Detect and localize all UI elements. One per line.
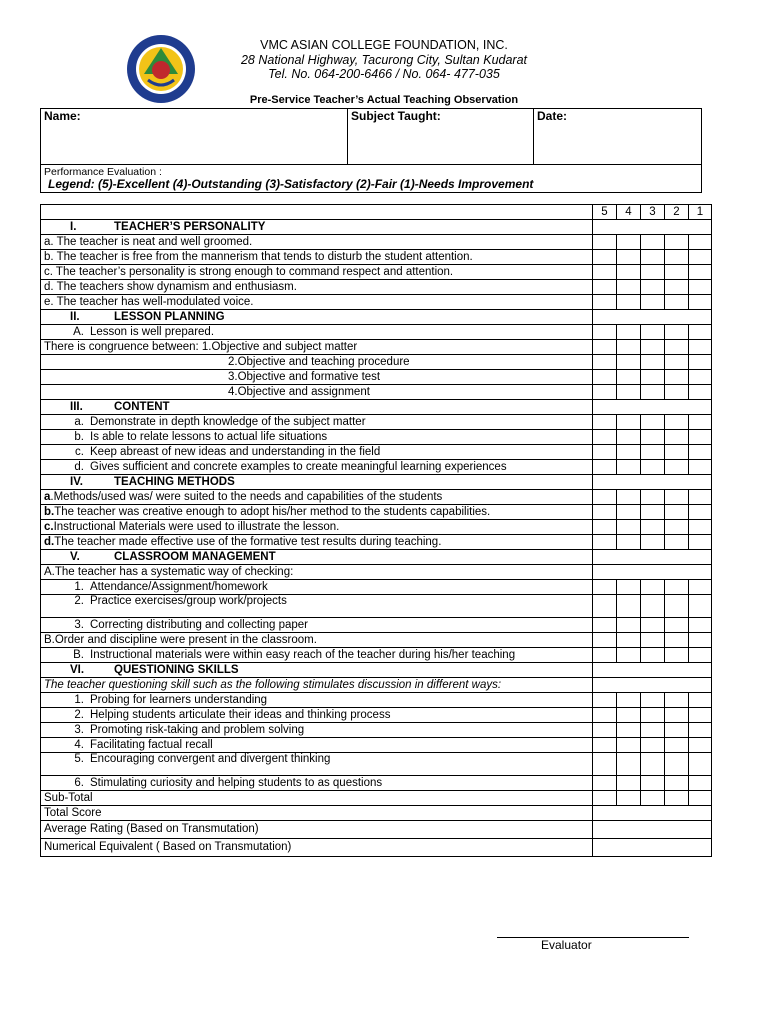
table-row xyxy=(41,738,712,753)
rating-cell[interactable] xyxy=(617,355,641,370)
rating-cell[interactable] xyxy=(593,340,617,355)
section-merged-cell xyxy=(593,663,712,678)
name-label: Name: xyxy=(44,109,81,123)
item-label: 3. Correcting distributing and collecting paper xyxy=(41,618,593,633)
rating-cell[interactable] xyxy=(665,235,689,250)
signature-line[interactable] xyxy=(497,937,689,938)
rating-5-header: 5 xyxy=(593,205,617,220)
rating-cell[interactable] xyxy=(641,723,665,738)
rating-cell[interactable] xyxy=(665,753,689,776)
rating-cell[interactable] xyxy=(689,580,712,595)
rating-cell[interactable] xyxy=(593,580,617,595)
table-row xyxy=(41,235,712,250)
rating-cell[interactable] xyxy=(689,295,712,310)
rating-cell[interactable] xyxy=(617,595,641,618)
item-label: 4. Facilitating factual recall xyxy=(41,738,593,753)
total-value-cell[interactable] xyxy=(593,806,712,821)
name-field[interactable] xyxy=(41,109,348,165)
evaluator-label: Evaluator xyxy=(541,938,592,952)
rating-cell[interactable] xyxy=(641,340,665,355)
rating-cell[interactable] xyxy=(617,791,641,806)
table-row xyxy=(41,723,712,738)
item-label: d.The teacher made effective use of the formative test results during teaching. xyxy=(41,535,593,550)
rating-1-header: 1 xyxy=(689,205,712,220)
table-row xyxy=(41,460,712,475)
table-row xyxy=(41,565,712,580)
rating-cell[interactable] xyxy=(665,505,689,520)
merged-rating-cell xyxy=(593,565,712,580)
rating-cell[interactable] xyxy=(665,370,689,385)
rating-cell[interactable] xyxy=(689,738,712,753)
item-label: A. Lesson is well prepared. xyxy=(41,325,593,340)
rating-cell[interactable] xyxy=(641,490,665,505)
rating-cell[interactable] xyxy=(689,460,712,475)
rating-cell[interactable] xyxy=(641,430,665,445)
item-label: 3.Objective and formative test xyxy=(41,370,593,385)
rating-legend: Legend: (5)-Excellent (4)-Outstanding (3)-Satisfactory (2)-Fair (1)-Needs Improvement xyxy=(48,177,534,191)
rating-cell[interactable] xyxy=(641,415,665,430)
item-label: e. The teacher has well-modulated voice. xyxy=(41,295,593,310)
rating-cell[interactable] xyxy=(689,340,712,355)
table-row xyxy=(41,265,712,280)
rating-cell[interactable] xyxy=(617,370,641,385)
table-row xyxy=(41,385,712,400)
rating-cell[interactable] xyxy=(593,776,617,791)
rating-cell[interactable] xyxy=(617,776,641,791)
section-4-heading: IV. TEACHING METHODS xyxy=(41,475,593,490)
item-label: b. Is able to relate lessons to actual life situations xyxy=(41,430,593,445)
table-row xyxy=(41,355,712,370)
table-row xyxy=(41,693,712,708)
rating-cell[interactable] xyxy=(641,753,665,776)
rating-cell[interactable] xyxy=(593,325,617,340)
rating-cell[interactable] xyxy=(689,355,712,370)
subtotal-label: Sub-Total xyxy=(41,791,593,806)
table-row xyxy=(41,595,712,618)
rating-cell[interactable] xyxy=(641,776,665,791)
item-label: B. Instructional materials were within easy reach of the teacher during his/her teaching xyxy=(41,648,593,663)
rating-header-row xyxy=(41,205,712,220)
rating-cell[interactable] xyxy=(689,505,712,520)
rating-cell[interactable] xyxy=(641,355,665,370)
rating-cell[interactable] xyxy=(665,355,689,370)
section-1-heading: I. TEACHER’S PERSONALITY xyxy=(41,220,593,235)
rating-cell[interactable] xyxy=(593,385,617,400)
rating-cell[interactable] xyxy=(617,708,641,723)
rating-cell[interactable] xyxy=(665,295,689,310)
numerical-value-cell[interactable] xyxy=(593,839,712,857)
rating-cell[interactable] xyxy=(689,693,712,708)
item-label: d. The teachers show dynamism and enthusiasm. xyxy=(41,280,593,295)
performance-label: Performance Evaluation : xyxy=(44,166,162,178)
rating-cell[interactable] xyxy=(665,430,689,445)
item-label: B.Order and discipline were present in the classroom. xyxy=(41,633,593,648)
rating-cell[interactable] xyxy=(641,295,665,310)
item-label: d. Gives sufficient and concrete examples to create meaningful learning experiences xyxy=(41,460,593,475)
rating-cell[interactable] xyxy=(593,505,617,520)
table-row xyxy=(41,753,712,776)
rating-cell[interactable] xyxy=(641,708,665,723)
rating-cell[interactable] xyxy=(617,738,641,753)
item-label: a.Methods/used was/ were suited to the needs and capabilities of the students xyxy=(41,490,593,505)
subject-label: Subject Taught: xyxy=(351,109,441,123)
rating-4-header: 4 xyxy=(617,205,641,220)
rating-cell[interactable] xyxy=(617,235,641,250)
rating-cell[interactable] xyxy=(641,595,665,618)
section-6-heading: VI. QUESTIONING SKILLS xyxy=(41,663,593,678)
numerical-row xyxy=(41,839,712,857)
average-row xyxy=(41,821,712,839)
rating-cell[interactable] xyxy=(617,430,641,445)
rating-cell[interactable] xyxy=(665,520,689,535)
table-row xyxy=(41,505,712,520)
rating-cell[interactable] xyxy=(593,708,617,723)
rating-cell[interactable] xyxy=(689,490,712,505)
merged-rating-cell xyxy=(593,678,712,693)
table-row xyxy=(41,370,712,385)
total-label: Total Score xyxy=(41,806,593,821)
rating-cell[interactable] xyxy=(641,235,665,250)
rating-cell[interactable] xyxy=(641,385,665,400)
rating-cell[interactable] xyxy=(593,370,617,385)
item-label: 5. Encouraging convergent and divergent thinking xyxy=(41,753,593,776)
table-row xyxy=(41,415,712,430)
rating-cell[interactable] xyxy=(689,415,712,430)
rating-cell[interactable] xyxy=(689,791,712,806)
info-table xyxy=(40,108,702,193)
rating-cell[interactable] xyxy=(641,250,665,265)
rating-cell[interactable] xyxy=(593,693,617,708)
rating-cell[interactable] xyxy=(665,445,689,460)
item-label: 1. Probing for learners understanding xyxy=(41,693,593,708)
rating-cell[interactable] xyxy=(593,235,617,250)
blank-header xyxy=(41,205,593,220)
rating-cell[interactable] xyxy=(689,385,712,400)
rating-cell[interactable] xyxy=(593,460,617,475)
rating-cell[interactable] xyxy=(641,370,665,385)
item-label: 4.Objective and assignment xyxy=(41,385,593,400)
rating-cell[interactable] xyxy=(641,460,665,475)
numerical-label: Numerical Equivalent ( Based on Transmutation) xyxy=(41,839,593,857)
rating-cell[interactable] xyxy=(689,648,712,663)
form-title: Pre-Service Teacher’s Actual Teaching Observation xyxy=(249,94,519,106)
rating-cell[interactable] xyxy=(689,535,712,550)
org-name: VMC ASIAN COLLEGE FOUNDATION, INC. xyxy=(260,38,508,52)
rating-cell[interactable] xyxy=(689,325,712,340)
rating-cell[interactable] xyxy=(665,385,689,400)
rating-cell[interactable] xyxy=(617,265,641,280)
section-3-heading: III. CONTENT xyxy=(41,400,593,415)
evaluation-table xyxy=(40,204,712,857)
rating-cell[interactable] xyxy=(689,753,712,776)
rating-3-header: 3 xyxy=(641,205,665,220)
rating-cell[interactable] xyxy=(665,618,689,633)
rating-cell[interactable] xyxy=(593,295,617,310)
rating-cell[interactable] xyxy=(689,618,712,633)
average-label: Average Rating (Based on Transmutation) xyxy=(41,821,593,839)
rating-cell[interactable] xyxy=(593,595,617,618)
item-label: c.Instructional Materials were used to illustrate the lesson. xyxy=(41,520,593,535)
item-label: 2. Practice exercises/group work/projects xyxy=(41,595,593,618)
rating-cell[interactable] xyxy=(689,520,712,535)
item-label: b. The teacher is free from the mannerism that tends to disturb the student attention. xyxy=(41,250,593,265)
item-label: a. The teacher is neat and well groomed. xyxy=(41,235,593,250)
rating-cell[interactable] xyxy=(617,520,641,535)
rating-cell[interactable] xyxy=(665,648,689,663)
date-field[interactable] xyxy=(534,109,702,165)
rating-cell[interactable] xyxy=(593,355,617,370)
rating-cell[interactable] xyxy=(665,460,689,475)
table-row xyxy=(41,250,712,265)
rating-cell[interactable] xyxy=(665,415,689,430)
rating-cell[interactable] xyxy=(617,753,641,776)
table-row xyxy=(41,280,712,295)
table-row xyxy=(41,618,712,633)
rating-cell[interactable] xyxy=(665,595,689,618)
rating-cell[interactable] xyxy=(689,776,712,791)
average-value-cell[interactable] xyxy=(593,821,712,839)
rating-cell[interactable] xyxy=(641,633,665,648)
rating-cell[interactable] xyxy=(665,340,689,355)
item-label: The teacher questioning skill such as the following stimulates discussion in different ways: xyxy=(41,678,593,693)
rating-cell[interactable] xyxy=(689,370,712,385)
rating-cell[interactable] xyxy=(665,265,689,280)
org-telephone: Tel. No. 064-200-6466 / No. 064- 477-035 xyxy=(268,67,500,81)
rating-cell[interactable] xyxy=(593,490,617,505)
rating-cell[interactable] xyxy=(665,250,689,265)
rating-cell[interactable] xyxy=(593,723,617,738)
rating-cell[interactable] xyxy=(617,723,641,738)
rating-cell[interactable] xyxy=(689,708,712,723)
rating-cell[interactable] xyxy=(641,520,665,535)
section-merged-cell xyxy=(593,220,712,235)
rating-cell[interactable] xyxy=(617,445,641,460)
rating-cell[interactable] xyxy=(665,280,689,295)
rating-cell[interactable] xyxy=(641,535,665,550)
rating-cell[interactable] xyxy=(641,618,665,633)
rating-cell[interactable] xyxy=(593,265,617,280)
section-2-heading: II. LESSON PLANNING xyxy=(41,310,593,325)
item-label: 3. Promoting risk-taking and problem solving xyxy=(41,723,593,738)
section-merged-cell xyxy=(593,400,712,415)
rating-cell[interactable] xyxy=(665,723,689,738)
rating-cell[interactable] xyxy=(593,633,617,648)
rating-cell[interactable] xyxy=(689,250,712,265)
rating-cell[interactable] xyxy=(689,430,712,445)
rating-cell[interactable] xyxy=(617,460,641,475)
rating-cell[interactable] xyxy=(641,693,665,708)
rating-cell[interactable] xyxy=(665,535,689,550)
performance-cell xyxy=(41,165,702,193)
rating-cell[interactable] xyxy=(617,648,641,663)
rating-cell[interactable] xyxy=(665,738,689,753)
table-row xyxy=(41,340,712,355)
rating-cell[interactable] xyxy=(617,340,641,355)
rating-2-header: 2 xyxy=(665,205,689,220)
rating-cell[interactable] xyxy=(641,265,665,280)
table-row xyxy=(41,295,712,310)
rating-cell[interactable] xyxy=(617,693,641,708)
rating-cell[interactable] xyxy=(593,618,617,633)
rating-cell[interactable] xyxy=(617,490,641,505)
rating-cell[interactable] xyxy=(593,648,617,663)
rating-cell[interactable] xyxy=(665,693,689,708)
org-address: 28 National Highway, Tacurong City, Sultan Kudarat xyxy=(240,53,528,67)
rating-cell[interactable] xyxy=(617,280,641,295)
rating-cell[interactable] xyxy=(617,325,641,340)
item-label: There is congruence between: 1.Objective and subject matter xyxy=(41,340,593,355)
rating-cell[interactable] xyxy=(689,595,712,618)
section-merged-cell xyxy=(593,550,712,565)
table-row xyxy=(41,535,712,550)
rating-cell[interactable] xyxy=(641,325,665,340)
rating-cell[interactable] xyxy=(617,580,641,595)
rating-cell[interactable] xyxy=(689,280,712,295)
rating-cell[interactable] xyxy=(665,580,689,595)
rating-cell[interactable] xyxy=(665,708,689,723)
rating-cell[interactable] xyxy=(641,580,665,595)
item-label: c. The teacher’s personality is strong enough to command respect and attention. xyxy=(41,265,593,280)
rating-cell[interactable] xyxy=(593,791,617,806)
rating-cell[interactable] xyxy=(641,738,665,753)
rating-cell[interactable] xyxy=(665,325,689,340)
rating-cell[interactable] xyxy=(617,415,641,430)
rating-cell[interactable] xyxy=(617,505,641,520)
rating-cell[interactable] xyxy=(617,295,641,310)
total-row xyxy=(41,806,712,821)
rating-cell[interactable] xyxy=(593,520,617,535)
rating-cell[interactable] xyxy=(641,505,665,520)
subtotal-row xyxy=(41,791,712,806)
rating-cell[interactable] xyxy=(689,265,712,280)
rating-cell[interactable] xyxy=(617,633,641,648)
rating-cell[interactable] xyxy=(641,280,665,295)
item-label: 6. Stimulating curiosity and helping students to as questions xyxy=(41,776,593,791)
item-label: A.The teacher has a systematic way of checking: xyxy=(41,565,593,580)
table-row xyxy=(41,325,712,340)
rating-cell[interactable] xyxy=(617,385,641,400)
rating-cell[interactable] xyxy=(593,415,617,430)
item-label: c. Keep abreast of new ideas and understanding in the field xyxy=(41,445,593,460)
rating-cell[interactable] xyxy=(593,753,617,776)
item-label: 2.Objective and teaching procedure xyxy=(41,355,593,370)
section-merged-cell xyxy=(593,310,712,325)
rating-cell[interactable] xyxy=(617,618,641,633)
date-label: Date: xyxy=(537,109,568,123)
table-row xyxy=(41,776,712,791)
rating-cell[interactable] xyxy=(617,535,641,550)
rating-cell[interactable] xyxy=(665,490,689,505)
rating-cell[interactable] xyxy=(641,445,665,460)
table-row xyxy=(41,430,712,445)
item-label: a. Demonstrate in depth knowledge of the subject matter xyxy=(41,415,593,430)
rating-cell[interactable] xyxy=(689,235,712,250)
rating-cell[interactable] xyxy=(641,791,665,806)
table-row xyxy=(41,648,712,663)
table-row xyxy=(41,580,712,595)
rating-cell[interactable] xyxy=(593,738,617,753)
rating-cell[interactable] xyxy=(689,445,712,460)
rating-cell[interactable] xyxy=(665,791,689,806)
item-label: 1. Attendance/Assignment/homework xyxy=(41,580,593,595)
table-row xyxy=(41,520,712,535)
item-label: 2. Helping students articulate their ideas and thinking process xyxy=(41,708,593,723)
table-row xyxy=(41,633,712,648)
rating-cell[interactable] xyxy=(593,280,617,295)
rating-cell[interactable] xyxy=(665,633,689,648)
rating-cell[interactable] xyxy=(617,250,641,265)
table-row xyxy=(41,490,712,505)
item-label: b.The teacher was creative enough to adopt his/her method to the students capabilities. xyxy=(41,505,593,520)
rating-cell[interactable] xyxy=(641,648,665,663)
table-row xyxy=(41,445,712,460)
rating-cell[interactable] xyxy=(593,445,617,460)
rating-cell[interactable] xyxy=(593,535,617,550)
rating-cell[interactable] xyxy=(689,723,712,738)
table-row xyxy=(41,678,712,693)
section-5-heading: V. CLASSROOM MANAGEMENT xyxy=(41,550,593,565)
section-merged-cell xyxy=(593,475,712,490)
rating-cell[interactable] xyxy=(593,250,617,265)
table-row xyxy=(41,708,712,723)
rating-cell[interactable] xyxy=(689,633,712,648)
subject-field[interactable] xyxy=(348,109,534,165)
rating-cell[interactable] xyxy=(593,430,617,445)
rating-cell[interactable] xyxy=(665,776,689,791)
